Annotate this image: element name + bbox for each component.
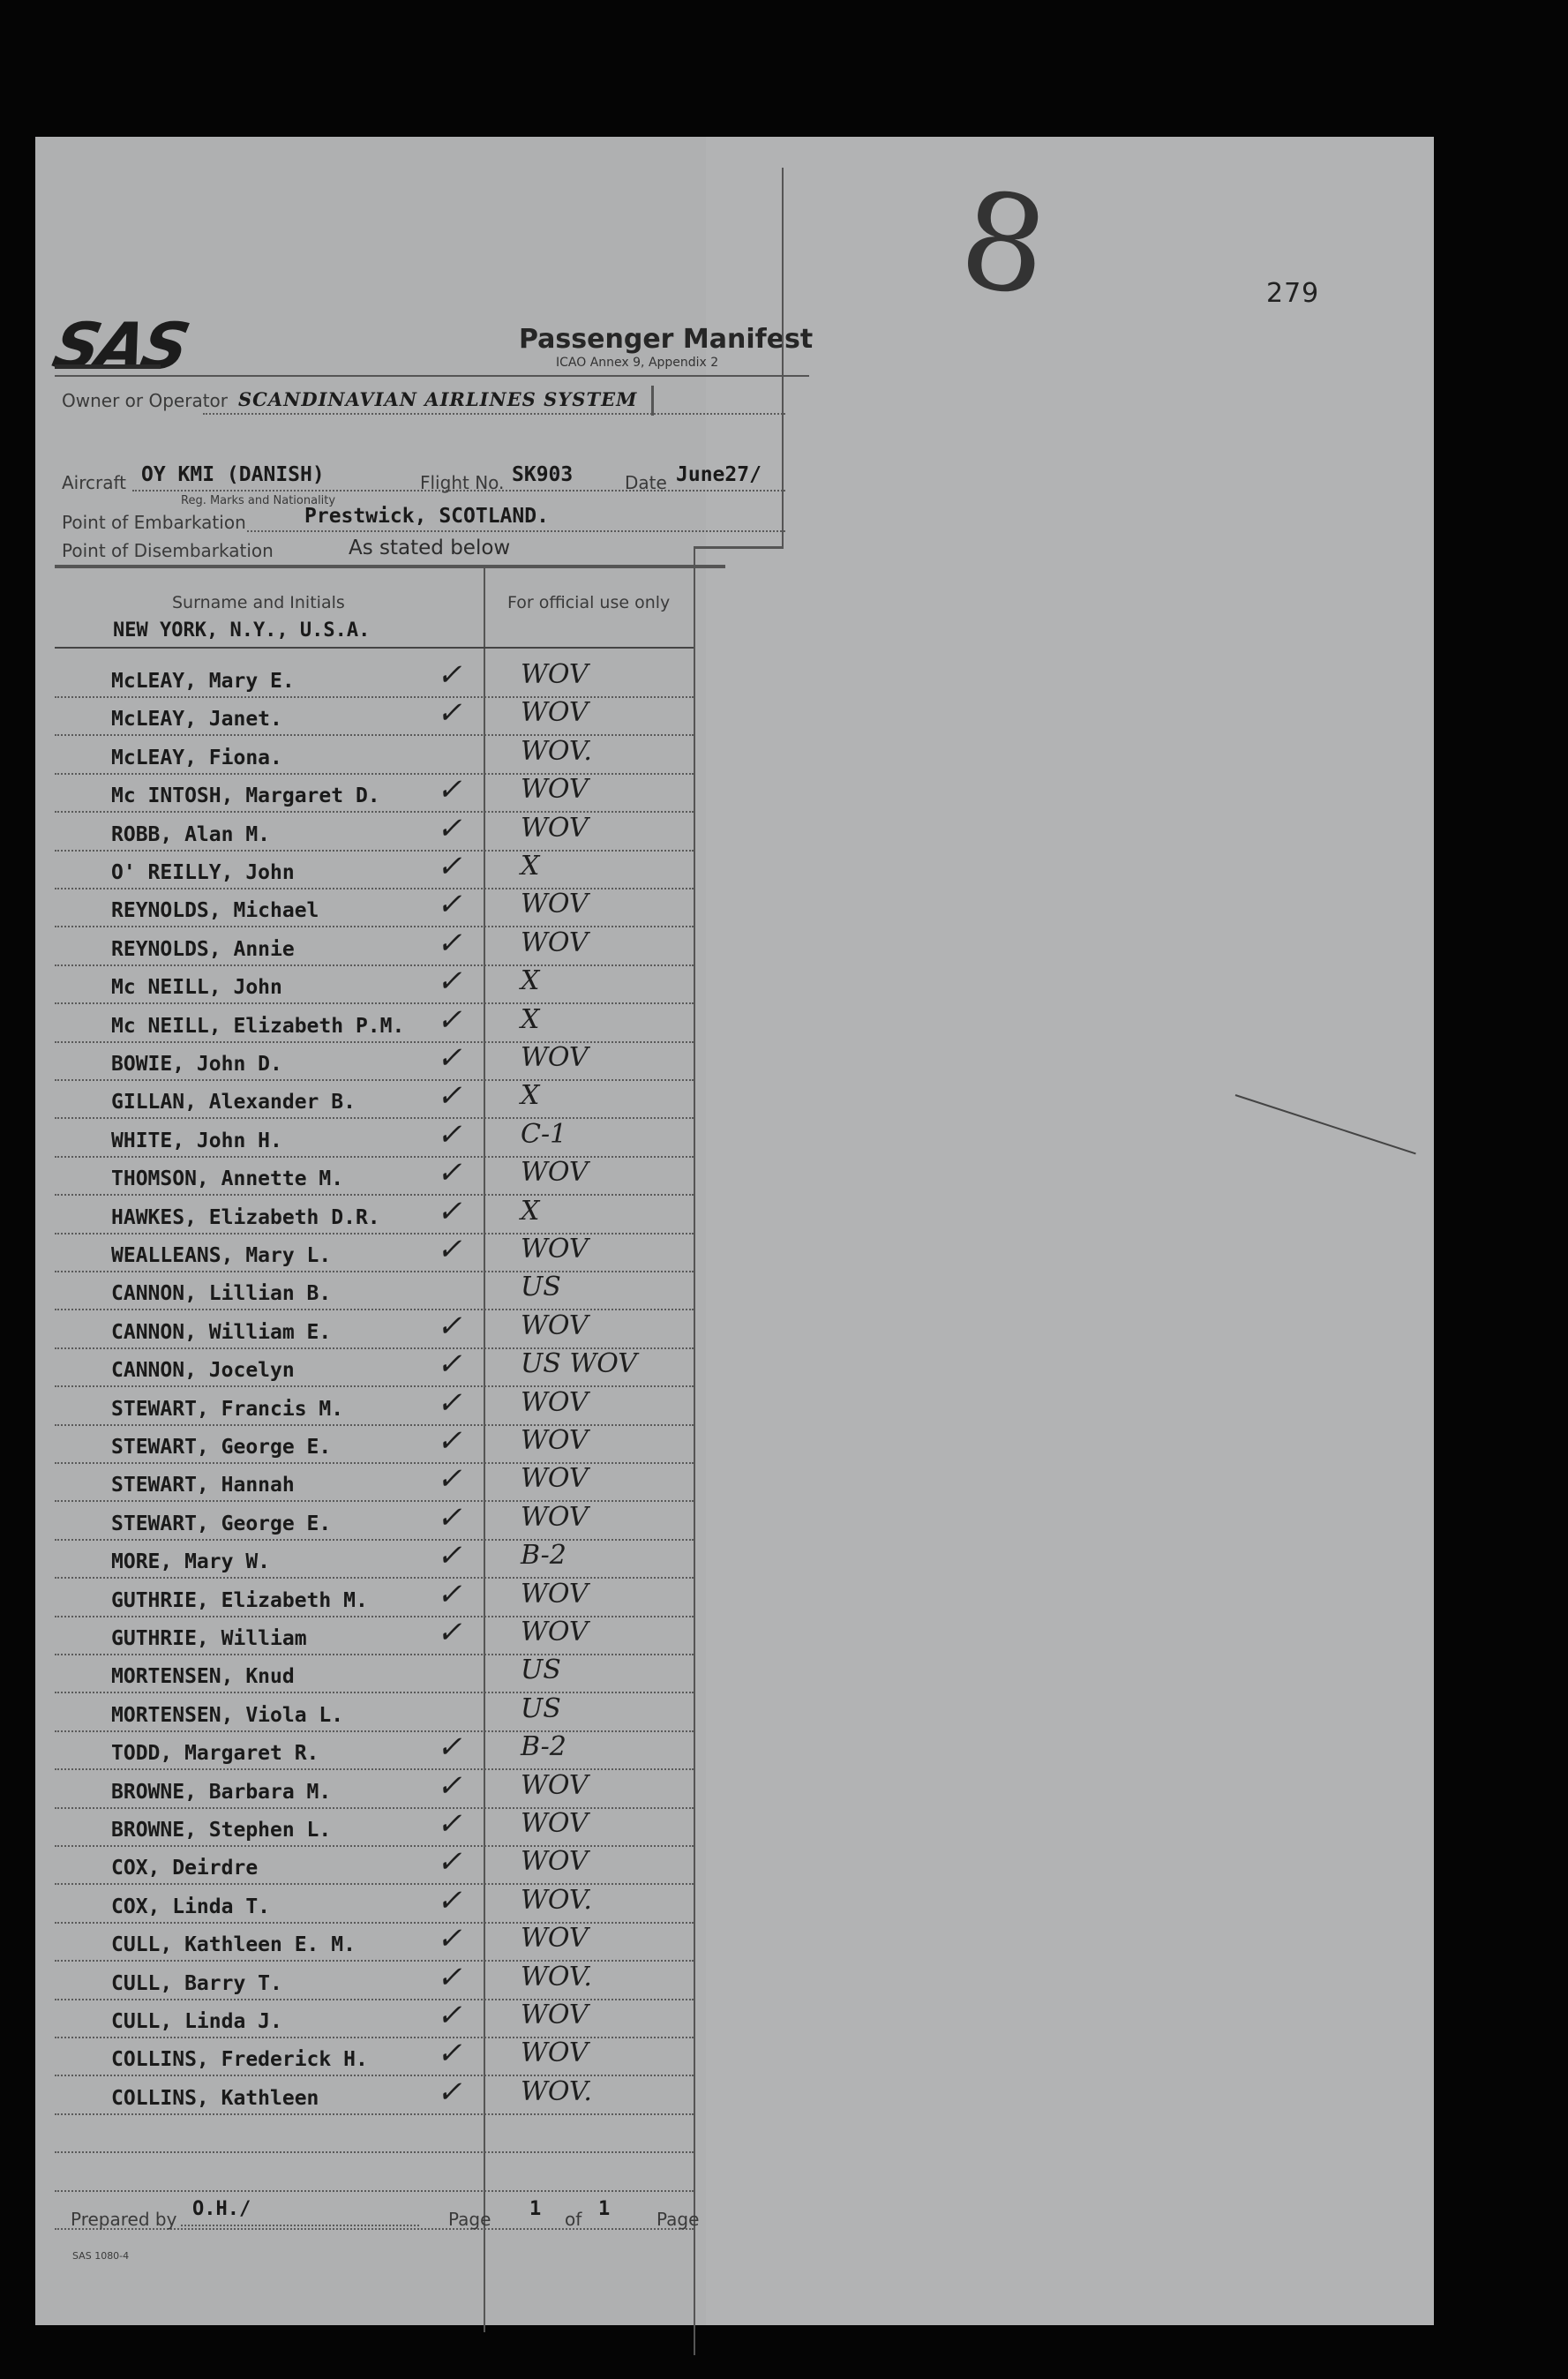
- official-mark: WOV: [521, 697, 589, 728]
- row-rule: [55, 811, 694, 813]
- title-rule: [55, 375, 809, 377]
- check-mark: ✓: [437, 2036, 462, 2071]
- disembark-value: As stated below: [349, 537, 511, 559]
- check-mark: ✓: [437, 1921, 462, 1956]
- official-mark: X: [521, 965, 540, 996]
- page-value: 1: [529, 2198, 542, 2220]
- passenger-name: COX, Linda T.: [111, 1895, 271, 1918]
- row-rule: [55, 1424, 694, 1426]
- check-mark: ✓: [437, 1806, 462, 1842]
- passenger-name: STEWART, Hannah: [111, 1474, 295, 1497]
- prepared-value: O.H./: [192, 2198, 251, 2220]
- passenger-name: COLLINS, Kathleen: [111, 2087, 319, 2110]
- passenger-name: COX, Deirdre: [111, 1857, 259, 1880]
- manifest-form: [35, 137, 814, 2325]
- check-mark: ✓: [437, 926, 462, 961]
- passenger-name: McLEAY, Fiona.: [111, 747, 282, 769]
- check-mark: ✓: [437, 1347, 462, 1382]
- passenger-name: CANNON, Jocelyn: [111, 1359, 295, 1382]
- check-mark: ✓: [437, 1538, 462, 1573]
- official-mark: WOV: [521, 1157, 589, 1188]
- row-rule: [55, 1577, 694, 1579]
- manifest-page: [35, 137, 1434, 2325]
- check-mark: ✓: [437, 1500, 462, 1535]
- official-mark: WOV: [521, 1923, 589, 1954]
- passenger-name: REYNOLDS, Michael: [111, 899, 319, 922]
- row-rule: [55, 926, 694, 927]
- row-rule: [55, 696, 694, 698]
- official-mark: US: [521, 1693, 561, 1724]
- row-rule: [55, 1692, 694, 1693]
- passenger-name: THOMSON, Annette M.: [111, 1167, 344, 1190]
- check-mark: ✓: [437, 964, 462, 999]
- official-mark: WOV: [521, 774, 589, 805]
- official-mark: WOV: [521, 1846, 589, 1877]
- passenger-name: COLLINS, Frederick H.: [111, 2048, 368, 2071]
- official-mark: WOV: [521, 2038, 589, 2068]
- check-mark: ✓: [437, 1998, 462, 2033]
- official-mark: US WOV: [521, 1348, 637, 1379]
- col-name-header: Surname and Initials: [172, 593, 345, 612]
- flight-label: Flight No.: [420, 472, 505, 493]
- passenger-name: HAWKES, Elizabeth D.R.: [111, 1206, 380, 1229]
- owner-label: Owner or Operator: [62, 390, 228, 411]
- check-mark: ✓: [437, 1194, 462, 1229]
- passenger-name: O' REILLY, John: [111, 861, 295, 884]
- row-rule: [55, 888, 694, 889]
- passenger-name: Mc NEILL, Elizabeth P.M.: [111, 1015, 405, 1038]
- official-mark: WOV: [521, 1234, 589, 1265]
- embark-label: Point of Embarkation: [62, 512, 246, 533]
- passenger-name: GILLAN, Alexander B.: [111, 1091, 356, 1114]
- embark-dotted-line: [247, 530, 785, 532]
- check-mark: ✓: [437, 1040, 462, 1076]
- official-mark: WOV: [521, 2000, 589, 2030]
- aircraft-dotted-line: [132, 490, 785, 492]
- row-rule: [55, 1539, 694, 1541]
- passenger-name: GUTHRIE, Elizabeth M.: [111, 1589, 368, 1612]
- row-rule: [55, 1309, 694, 1310]
- check-mark: ✓: [437, 1768, 462, 1804]
- check-mark: ✓: [437, 695, 462, 731]
- passenger-name: WEALLEANS, Mary L.: [111, 1244, 332, 1267]
- official-mark: US: [521, 1655, 561, 1685]
- check-mark: ✓: [437, 1309, 462, 1344]
- flight-value: SK903: [512, 463, 574, 486]
- passenger-name: MORTENSEN, Viola L.: [111, 1704, 344, 1727]
- blank-row-rule: [55, 2151, 694, 2153]
- passenger-name: MORE, Mary W.: [111, 1550, 271, 1573]
- check-mark: ✓: [437, 849, 462, 884]
- row-rule: [55, 1845, 694, 1847]
- form-code: SAS 1080-4: [72, 2250, 130, 2262]
- passenger-name: McLEAY, Janet.: [111, 708, 282, 731]
- date-value: June27/: [676, 463, 761, 486]
- official-mark: WOV: [521, 813, 589, 844]
- aircraft-label: Aircraft: [62, 472, 127, 493]
- passenger-name: CULL, Kathleen E. M.: [111, 1933, 356, 1956]
- form-title: Passenger Manifest: [519, 324, 814, 355]
- owner-dotted-line: [203, 413, 785, 415]
- reg-note: Reg. Marks and Nationality: [181, 494, 336, 507]
- check-mark: ✓: [437, 1960, 462, 1995]
- check-mark: ✓: [437, 811, 462, 846]
- row-rule: [55, 1883, 694, 1885]
- row-rule: [55, 1730, 694, 1732]
- owner-field-divider: [651, 386, 654, 416]
- passenger-name: STEWART, George E.: [111, 1436, 332, 1459]
- margin-mark: 8: [951, 162, 1057, 326]
- official-mark: B-2: [521, 1540, 566, 1571]
- official-mark: WOV: [521, 1808, 589, 1839]
- prepared-dotted-line: [181, 2225, 419, 2226]
- row-rule: [55, 964, 694, 966]
- pen-stray-mark: [1235, 1094, 1416, 1154]
- of-label: of: [565, 2209, 582, 2230]
- check-mark: ✓: [437, 1385, 462, 1421]
- row-rule: [55, 1922, 694, 1924]
- row-rule: [55, 1616, 694, 1617]
- check-mark: ✓: [437, 887, 462, 922]
- row-rule: [55, 1271, 694, 1272]
- passenger-name: STEWART, George E.: [111, 1512, 332, 1535]
- row-rule: [55, 1156, 694, 1158]
- check-mark: ✓: [437, 1615, 462, 1650]
- col-official-header: For official use only: [507, 593, 671, 612]
- check-mark: ✓: [437, 1461, 462, 1497]
- date-label: Date: [625, 472, 667, 493]
- embark-value: Prestwick, SCOTLAND.: [304, 505, 549, 528]
- blank-row-rule: [55, 2190, 694, 2192]
- sas-logo-text: SAS: [47, 309, 193, 383]
- official-mark: X: [521, 851, 540, 882]
- disembark-label: Point of Disembarkation: [62, 540, 274, 561]
- official-mark: WOV.: [521, 1962, 592, 1993]
- row-rule: [55, 1960, 694, 1962]
- passenger-name: CULL, Barry T.: [111, 1972, 282, 1995]
- logo-underline: [55, 364, 161, 369]
- passenger-name: ROBB, Alan M.: [111, 823, 271, 846]
- row-rule: [55, 1385, 694, 1387]
- passenger-name: CULL, Linda J.: [111, 2010, 282, 2033]
- passenger-name: CANNON, Lillian B.: [111, 1282, 332, 1305]
- check-mark: ✓: [437, 1730, 462, 1765]
- header-dotted-line: [55, 647, 694, 649]
- row-rule: [55, 2075, 694, 2076]
- row-rule: [55, 1807, 694, 1809]
- official-mark: WOV: [521, 1617, 589, 1647]
- passenger-name: BROWNE, Barbara M.: [111, 1781, 332, 1804]
- passenger-name: GUTHRIE, William: [111, 1627, 307, 1650]
- passenger-name: Mc NEILL, John: [111, 976, 282, 999]
- official-mark: WOV: [521, 1579, 589, 1610]
- page-label-end: Page: [656, 2209, 700, 2230]
- row-rule: [55, 1194, 694, 1196]
- check-mark: ✓: [437, 1423, 462, 1459]
- check-mark: ✓: [437, 1078, 462, 1114]
- passenger-name: Mc INTOSH, Margaret D.: [111, 784, 380, 807]
- check-mark: ✓: [437, 1577, 462, 1612]
- header-right-border: [782, 168, 784, 547]
- check-mark: ✓: [437, 2075, 462, 2110]
- check-mark: ✓: [437, 1002, 462, 1038]
- passenger-name: STEWART, Francis M.: [111, 1398, 344, 1421]
- check-mark: ✓: [437, 772, 462, 807]
- passenger-name: BROWNE, Stephen L.: [111, 1819, 332, 1842]
- row-rule: [55, 1079, 694, 1081]
- official-mark: WOV: [521, 659, 589, 690]
- destination-label: NEW YORK, N.Y., U.S.A.: [113, 619, 371, 642]
- passenger-name: TODD, Margaret R.: [111, 1742, 319, 1765]
- official-mark: WOV: [521, 1502, 589, 1533]
- header-bottom-rule-step: [694, 546, 784, 549]
- row-rule: [55, 2037, 694, 2038]
- aircraft-value: OY KMI (DANISH): [141, 463, 325, 486]
- official-mark: WOV: [521, 927, 589, 958]
- table-right-border: [694, 546, 695, 2355]
- page-label: Page: [448, 2209, 491, 2230]
- passenger-name: CANNON, William E.: [111, 1321, 332, 1344]
- official-mark: C-1: [521, 1119, 567, 1150]
- header-bottom-rule: [55, 565, 725, 568]
- official-mark: WOV: [521, 889, 589, 919]
- check-mark: ✓: [437, 1155, 462, 1190]
- check-mark: ✓: [437, 657, 462, 693]
- column-divider: [484, 567, 485, 2332]
- row-rule: [55, 734, 694, 736]
- passenger-name: REYNOLDS, Annie: [111, 938, 295, 961]
- passenger-name: WHITE, John H.: [111, 1129, 282, 1152]
- passenger-name: McLEAY, Mary E.: [111, 670, 295, 693]
- row-rule: [55, 1117, 694, 1119]
- row-rule: [55, 1500, 694, 1502]
- check-mark: ✓: [437, 1844, 462, 1880]
- official-mark: WOV: [521, 1387, 589, 1418]
- official-mark: US: [521, 1272, 561, 1302]
- check-mark: ✓: [437, 1117, 462, 1152]
- official-mark: X: [521, 1004, 540, 1035]
- official-mark: B-2: [521, 1731, 566, 1762]
- official-mark: WOV: [521, 1310, 589, 1341]
- row-rule: [55, 1233, 694, 1235]
- official-mark: X: [521, 1080, 540, 1111]
- official-mark: WOV.: [521, 736, 592, 767]
- check-mark: ✓: [437, 1232, 462, 1267]
- of-value: 1: [598, 2198, 611, 2220]
- official-mark: X: [521, 1196, 540, 1227]
- form-subtitle: ICAO Annex 9, Appendix 2: [556, 356, 719, 370]
- check-mark: ✓: [437, 1883, 462, 1918]
- official-mark: WOV.: [521, 2076, 592, 2107]
- owner-value: SCANDINAVIAN AIRLINES SYSTEM: [238, 388, 638, 410]
- row-rule: [55, 773, 694, 775]
- row-rule: [55, 1654, 694, 1655]
- row-rule: [55, 1768, 694, 1770]
- row-rule: [55, 1002, 694, 1004]
- row-rule: [55, 850, 694, 852]
- official-mark: WOV: [521, 1042, 589, 1073]
- official-mark: WOV.: [521, 1885, 592, 1916]
- passenger-name: BOWIE, John D.: [111, 1053, 282, 1076]
- row-rule: [55, 1999, 694, 2000]
- official-mark: WOV: [521, 1770, 589, 1801]
- row-rule: [55, 1041, 694, 1043]
- row-rule: [55, 2113, 694, 2115]
- row-rule: [55, 1462, 694, 1464]
- page-number: 279: [1266, 278, 1320, 309]
- official-mark: WOV: [521, 1463, 589, 1494]
- official-mark: WOV: [521, 1425, 589, 1456]
- prepared-label: Prepared by: [71, 2209, 177, 2230]
- passenger-name: MORTENSEN, Knud: [111, 1665, 295, 1688]
- sas-logo: [47, 309, 192, 383]
